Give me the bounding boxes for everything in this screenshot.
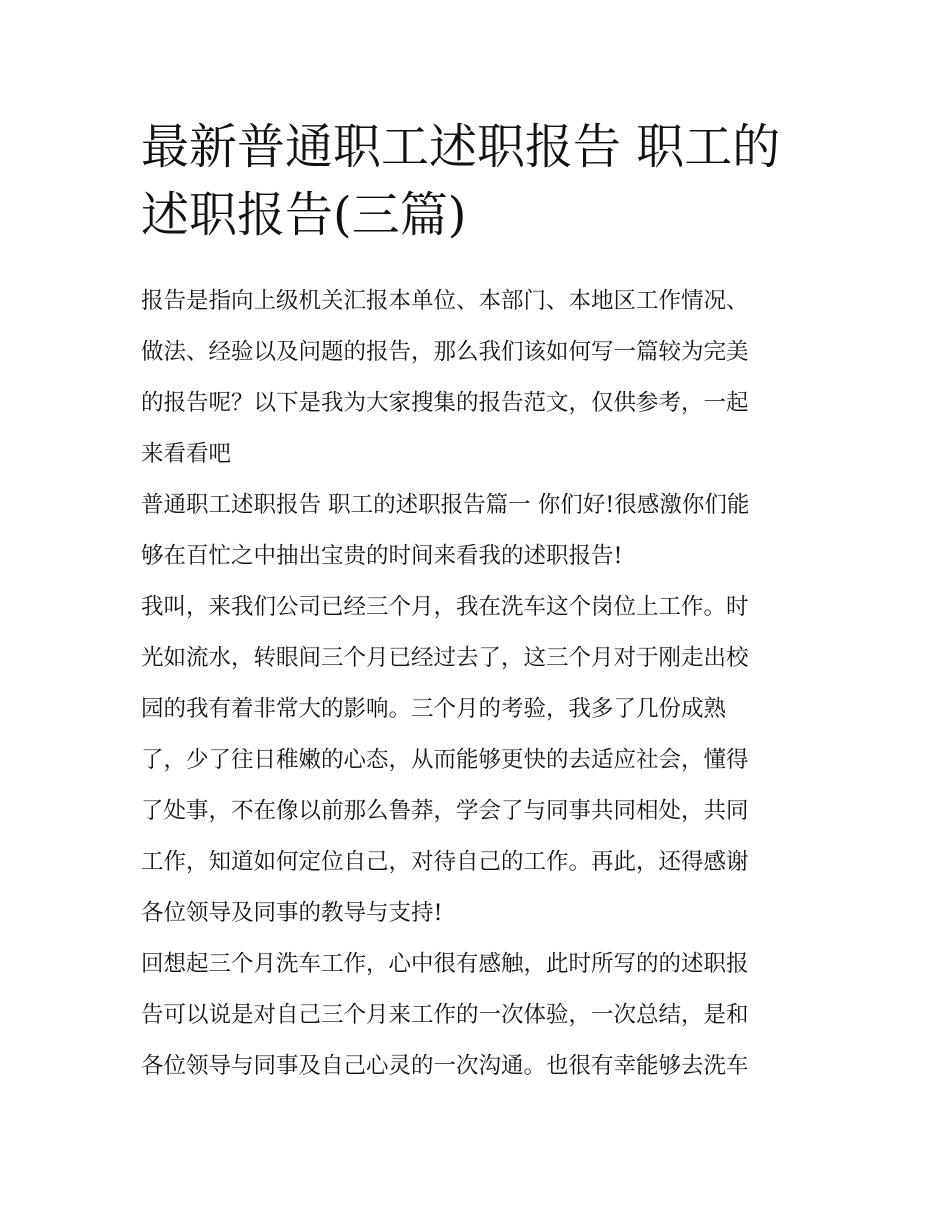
body-line: 来看看吧 — [141, 441, 232, 467]
title-line-2: 述职报告(三篇) — [141, 187, 467, 243]
body-line: 了处事，不在像以前那么鲁莽，学会了与同事共同相处，共同 — [141, 798, 749, 824]
body-line: 普通职工述职报告 职工的述职报告篇一 你们好!很感激你们能 — [141, 492, 750, 518]
body-line: 告可以说是对自己三个月来工作的一次体验，一次总结，是和 — [141, 1002, 749, 1028]
body-line: 各位领导及同事的教导与支持! — [141, 900, 443, 926]
body-line: 回想起三个月洗车工作，心中很有感触，此时所写的的述职报 — [141, 951, 749, 977]
body-line: 够在百忙之中抽出宝贵的时间来看我的述职报告! — [141, 543, 623, 569]
body-line: 光如流水，转眼间三个月已经过去了，这三个月对于刚走出校 — [141, 645, 749, 671]
body-line: 了，少了往日稚嫩的心态，从而能够更快的去适应社会，懂得 — [141, 747, 749, 773]
document-body — [141, 276, 821, 1092]
title-line-1: 最新普通职工述职报告 职工的 — [141, 119, 781, 175]
body-line: 报告是指向上级机关汇报本单位、本部门、本地区工作情况、 — [141, 288, 749, 314]
body-line: 各位领导与同事及自己心灵的一次沟通。也很有幸能够去洗车 — [141, 1053, 749, 1079]
body-line: 工作，知道如何定位自己，对待自己的工作。再此，还得感谢 — [141, 849, 749, 875]
body-line: 园的我有着非常大的影响。三个月的考验，我多了几份成熟 — [141, 696, 727, 722]
body-line: 我叫，来我们公司已经三个月，我在洗车这个岗位上工作。时 — [141, 594, 749, 620]
body-line: 做法、经验以及问题的报告，那么我们该如何写一篇较为完美 — [141, 339, 749, 365]
document-title — [141, 113, 821, 249]
body-line: 的报告呢？以下是我为大家搜集的报告范文，仅供参考，一起 — [141, 390, 749, 416]
